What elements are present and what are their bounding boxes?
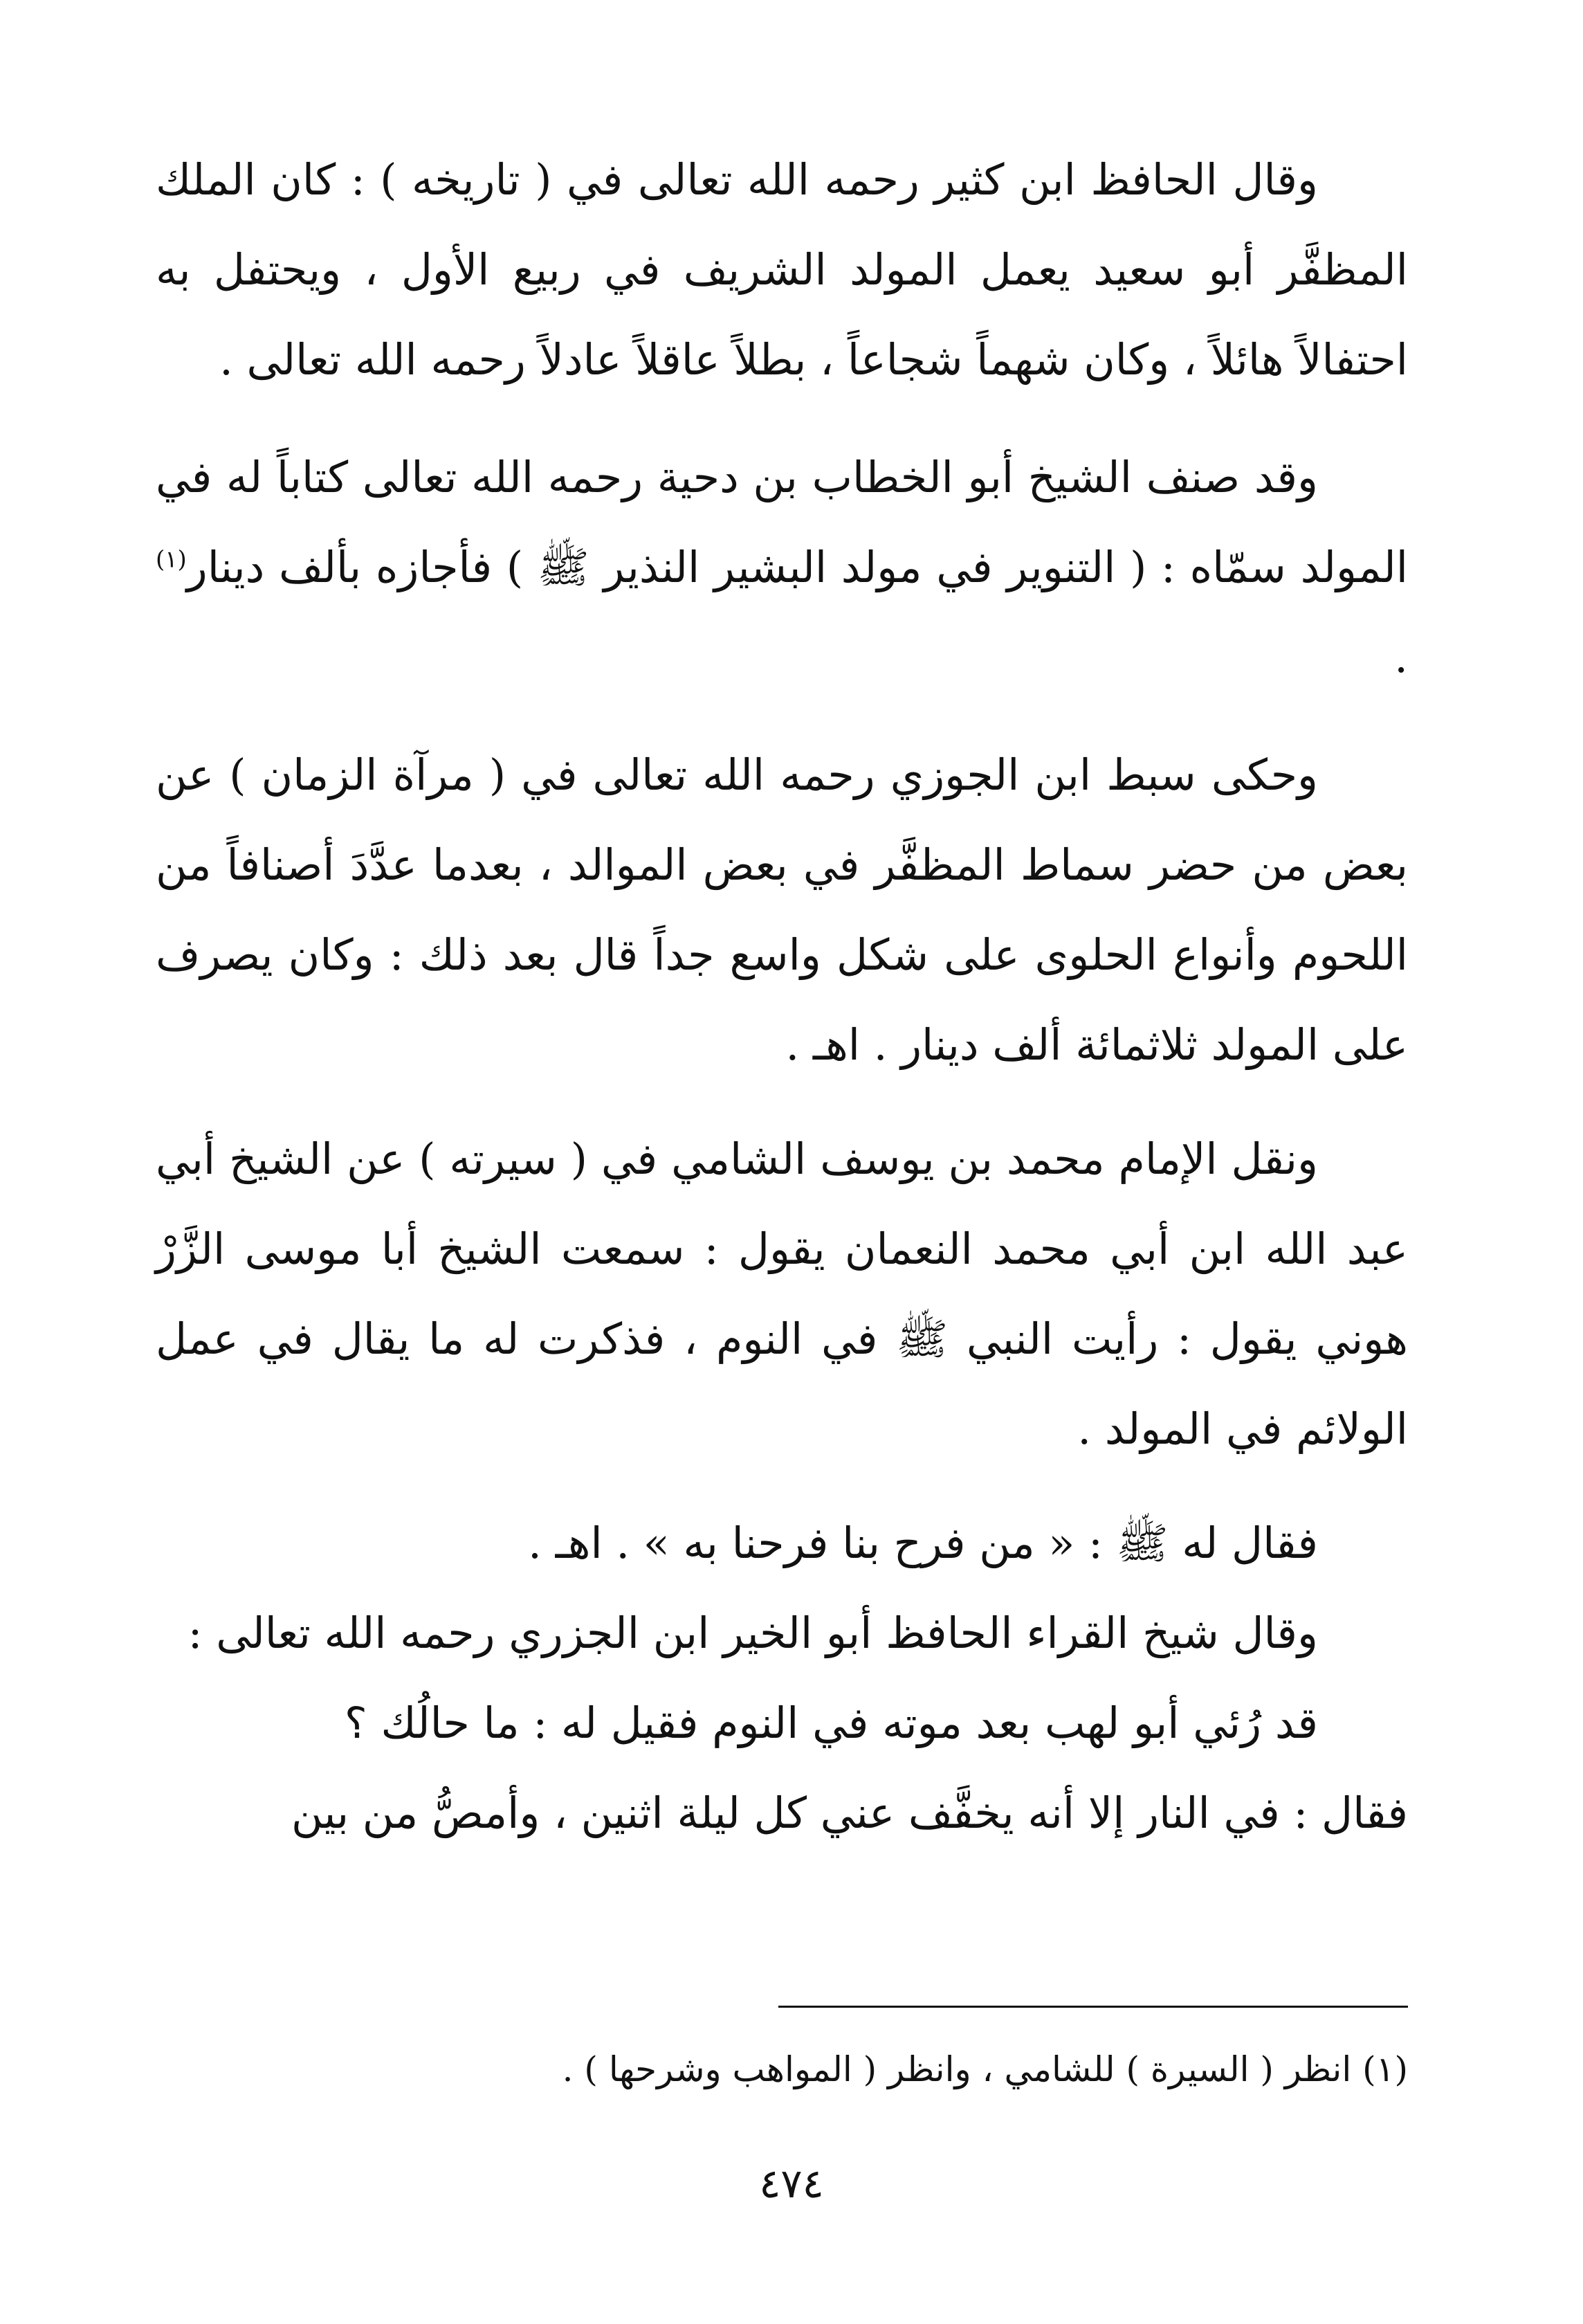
paragraph-ibn-dihya bbox=[156, 433, 1408, 702]
paragraph-sibt-ibn-jawzi: وحكى سبط ابن الجوزي رحمه الله تعالى في ( مرآة الزمان ) عن بعض من حضر سماط المظفَّر في بعض الموالد ، بعدما عدَّدَ أصنافاً من اللحوم وأنواع الحلوى على شكل واسع جداً قال بعد ذلك : وكان يصرف على المولد ثلاثمائة ألف دينار . اهـ . bbox=[156, 750, 1408, 1070]
paragraph-ibn-dihya-end: . bbox=[1394, 632, 1408, 682]
footnote: (١) انظر ( السيرة ) للشامي ، وانظر ( المواهب وشرحها ) . bbox=[562, 2049, 1408, 2089]
paragraph-ibn-dihya-text: وقد صنف الشيخ أبو الخطاب بن دحية رحمه الله تعالى كتاباً له في المولد سمّاه : ( التنوير في مولد البشير النذير ﷺ ) فأجازه بألف دينار bbox=[156, 452, 1408, 592]
paragraph-reply: فقال : في النار إلا أنه يخفَّف عني كل ليلة اثنين ، وأمصُّ من بين bbox=[291, 1788, 1408, 1838]
paragraph-abu-lahab: قد رُئي أبو لهب بعد موته في النوم فقيل له : ما حالُك ؟ bbox=[344, 1698, 1318, 1748]
paragraph-al-shami: ونقل الإمام محمد بن يوسف الشامي في ( سيرته ) عن الشيخ أبي عبد الله ابن أبي محمد النعمان يقول : سمعت الشيخ أبا موسى الزَّرْ هوني يقول : رأيت النبي ﷺ في النوم ، فذكرت له ما يقال في عمل الولائم في المولد . bbox=[156, 1134, 1408, 1454]
footnote-separator bbox=[778, 2006, 1408, 2008]
page-number: ٤٧٤ bbox=[759, 2160, 824, 2207]
footnote-reference-mark: (١) bbox=[156, 545, 187, 574]
paragraph-ibn-jazari: وقال شيخ القراء الحافظ أبو الخير ابن الجزري رحمه الله تعالى : bbox=[187, 1608, 1318, 1658]
paragraph-hadith-quote: فقال له ﷺ : « من فرح بنا فرحنا به » . اهـ . bbox=[528, 1518, 1318, 1568]
paragraph-ibn-kathir: وقال الحافظ ابن كثير رحمه الله تعالى في ( تاريخه ) : كان الملك المظفَّر أبو سعيد يعمل المولد الشريف في ربيع الأول ، ويحتفل به احتفالاً هائلاً ، وكان شهماً شجاعاً ، بطلاً عاقلاً عادلاً رحمه الله تعالى . bbox=[156, 154, 1408, 385]
